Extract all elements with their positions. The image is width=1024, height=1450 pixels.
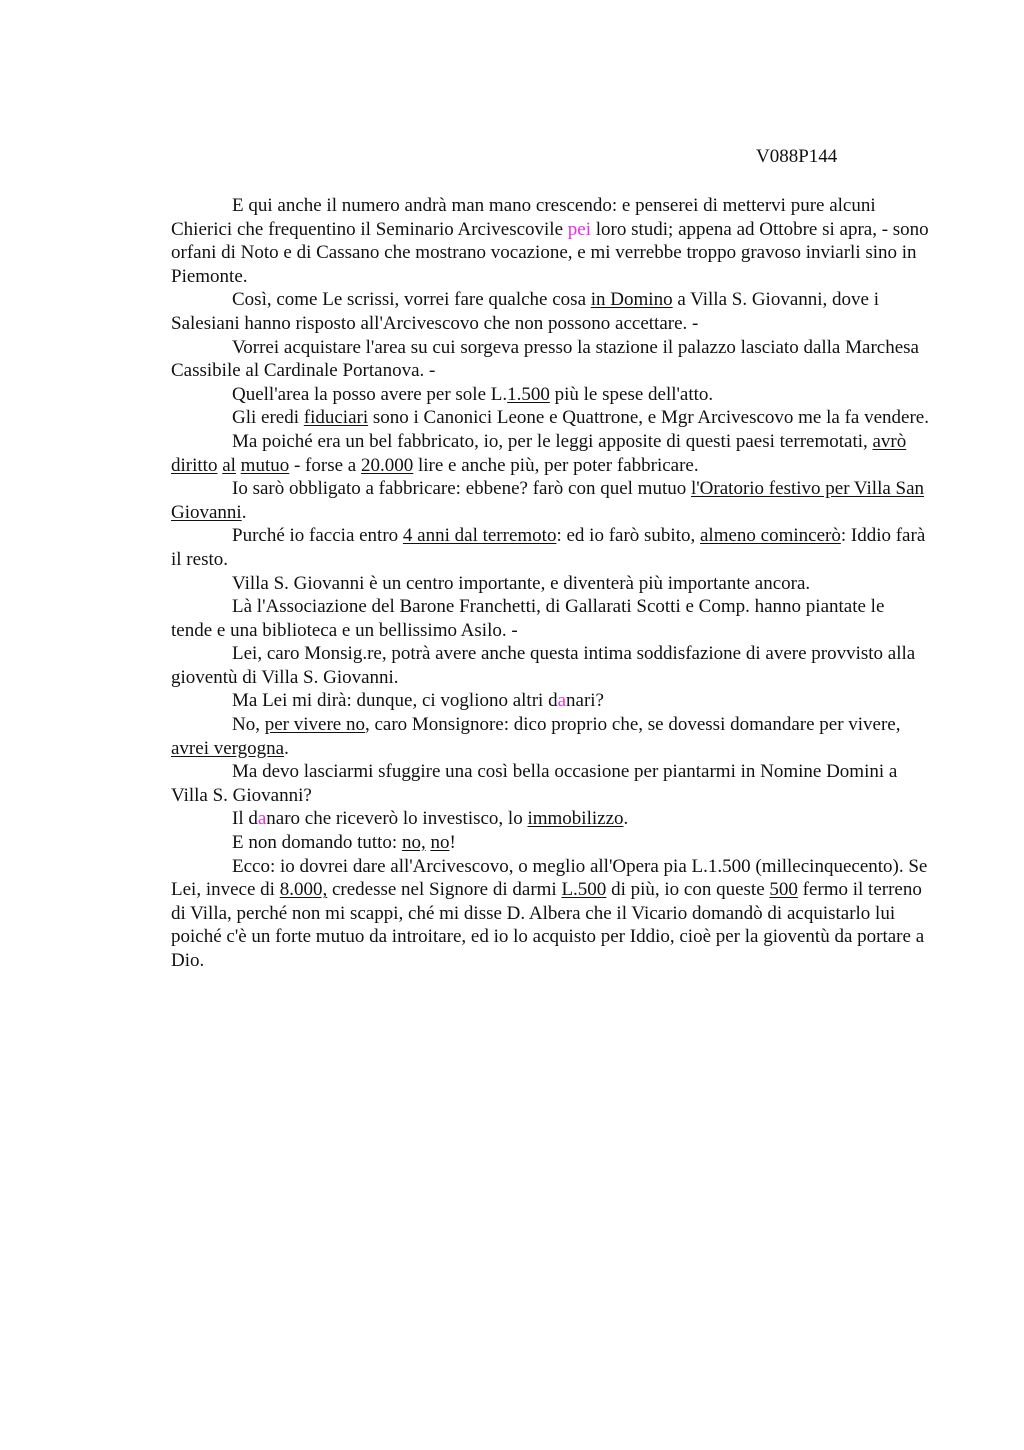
- text-run: Ma poiché era un bel fabbricato, io, per le leggi apposite di questi paesi terremotati,: [232, 430, 873, 452]
- paragraph: [171, 807, 929, 831]
- text-run: Lei, caro Monsig.re, potrà avere anche questa intima soddisfazione di avere provvisto alla gioventù di Villa S. Giovanni.: [171, 643, 916, 688]
- text-run: .: [623, 808, 629, 830]
- text-run: Vorrei acquistare l'area su cui sorgeva presso la stazione il palazzo lasciato dalla Marchesa Cassibile al Cardinale Portanova. -: [171, 336, 919, 382]
- highlighted-text: a: [557, 690, 567, 712]
- text-run: credesse nel Signore di darmi: [327, 879, 562, 901]
- underlined-text: no,: [401, 832, 426, 854]
- underlined-text: l'Oratorio festivo per Villa San Giovanni: [171, 478, 925, 523]
- underlined-text: 4 anni dal terremoto: [402, 525, 557, 547]
- underlined-text: 20.000: [360, 454, 414, 476]
- text-run: Il d: [232, 808, 258, 830]
- paragraph: [171, 406, 929, 430]
- underlined-text: in Domino: [590, 289, 673, 311]
- paragraph: [171, 288, 929, 335]
- underlined-text: no: [430, 832, 450, 854]
- paragraph: [171, 194, 929, 288]
- paragraph: [171, 572, 929, 596]
- paragraph: [171, 524, 929, 571]
- text-run: Là l'Associazione del Barone Franchetti, di Gallarati Scotti e Comp. hanno piantate le tende e una biblioteca e un bellissimo Asilo. -: [171, 596, 885, 641]
- text-run: - forse a: [289, 454, 361, 476]
- text-run: nari?: [566, 690, 604, 712]
- page-identifier: V088P144: [756, 146, 838, 167]
- paragraph: [171, 713, 929, 760]
- text-run: lire e anche più, per poter fabbricare.: [413, 454, 699, 476]
- text-run: naro che riceverò lo investisco, lo: [266, 808, 528, 830]
- highlighted-text: a: [257, 808, 267, 830]
- highlighted-text: pei: [567, 218, 591, 240]
- underlined-text: avrò: [872, 430, 907, 452]
- paragraph: [171, 689, 929, 713]
- text-run: fermo il terreno di Villa, perché non mi scappi, ché mi disse D. Albera che il Vicario domandò di acquistarlo lui poiché c'è un forte mutuo da introitare, ed io lo acquisto per Iddio, cioè per la gioventù da portare a Dio.: [171, 879, 925, 971]
- text-run: loro studi; appena ad Ottobre si apra, - sono orfani di Noto e di Cassano che mostrano vocazione, e mi verrebbe troppo gravoso inviarli sino in Piemonte.: [171, 218, 929, 287]
- text-run: Io sarò obbligato a fabbricare: ebbene? farò con quel mutuo: [232, 478, 691, 500]
- paragraph: [171, 477, 929, 524]
- text-run: sono i Canonici Leone e Quattrone, e Mgr Arcivescovo me la fa vendere.: [368, 407, 929, 429]
- text-run: a Villa S. Giovanni, dove i Salesiani hanno risposto all'Arcivescovo che non possono accettare. -: [171, 289, 880, 334]
- paragraph: [171, 642, 929, 689]
- text-run: : ed io farò subito,: [556, 525, 700, 547]
- underlined-text: al: [222, 454, 236, 476]
- paragraph: [171, 430, 929, 477]
- text-run: Ma devo lasciarmi sfuggire una così bella occasione per piantarmi in Nomine Domini a Villa S. Giovanni?: [171, 761, 898, 806]
- text-run: .: [284, 737, 289, 759]
- underlined-text: 1.500: [507, 383, 550, 405]
- text-run: Ecco: io dovrei dare all'Arcivescovo, o meglio all'Opera pia L.1.500 (millecinquecento). Se Lei, invece di: [171, 855, 928, 901]
- paragraph: [171, 383, 929, 407]
- text-run: Purché io faccia entro: [232, 525, 403, 547]
- text-run: Ma Lei mi dirà: dunque, ci vogliono altri d: [232, 690, 558, 712]
- underlined-text: mutuo: [240, 454, 290, 476]
- underlined-text: L.500: [561, 879, 607, 901]
- underlined-text: almeno comincerò: [699, 525, 841, 547]
- text-run: Quell'area la posso avere per sole L.: [232, 383, 508, 405]
- paragraph: [171, 595, 929, 642]
- text-run: E non domando tutto:: [232, 832, 402, 854]
- underlined-text: avrei vergogna: [171, 737, 285, 759]
- text-run: Gli eredi: [232, 407, 304, 429]
- underlined-text: immobilizzo: [527, 808, 624, 830]
- text-run: .: [241, 501, 247, 523]
- paragraph: [171, 855, 929, 973]
- text-run: , caro Monsignore: dico proprio che, se dovessi domandare per vivere,: [364, 714, 901, 736]
- paragraph: [171, 336, 929, 383]
- text-run: !: [449, 832, 456, 854]
- underlined-text: 8.000,: [279, 879, 328, 901]
- text-run: No,: [232, 714, 265, 736]
- underlined-text: per vivere no: [264, 714, 365, 736]
- text-run: E qui anche il numero andrà man mano crescendo: e penserei di mettervi pure alcuni Chierici che frequentino il Seminario Arcivescovile: [171, 195, 876, 240]
- text-run: più le spese dell'atto.: [549, 383, 714, 405]
- text-run: di più, io con queste: [606, 879, 770, 901]
- underlined-text: fiduciari: [303, 407, 369, 429]
- text-run: Così, come Le scrissi, vorrei fare qualche cosa: [232, 289, 591, 311]
- underlined-text: 500: [769, 879, 798, 901]
- text-run: Villa S. Giovanni è un centro importante, e diventerà più importante ancora.: [232, 572, 811, 594]
- paragraph: [171, 831, 929, 855]
- underlined-text: diritto: [171, 454, 218, 476]
- text-run: : Iddio farà il resto.: [171, 525, 926, 570]
- paragraph: [171, 760, 929, 807]
- letter-body: [171, 194, 929, 973]
